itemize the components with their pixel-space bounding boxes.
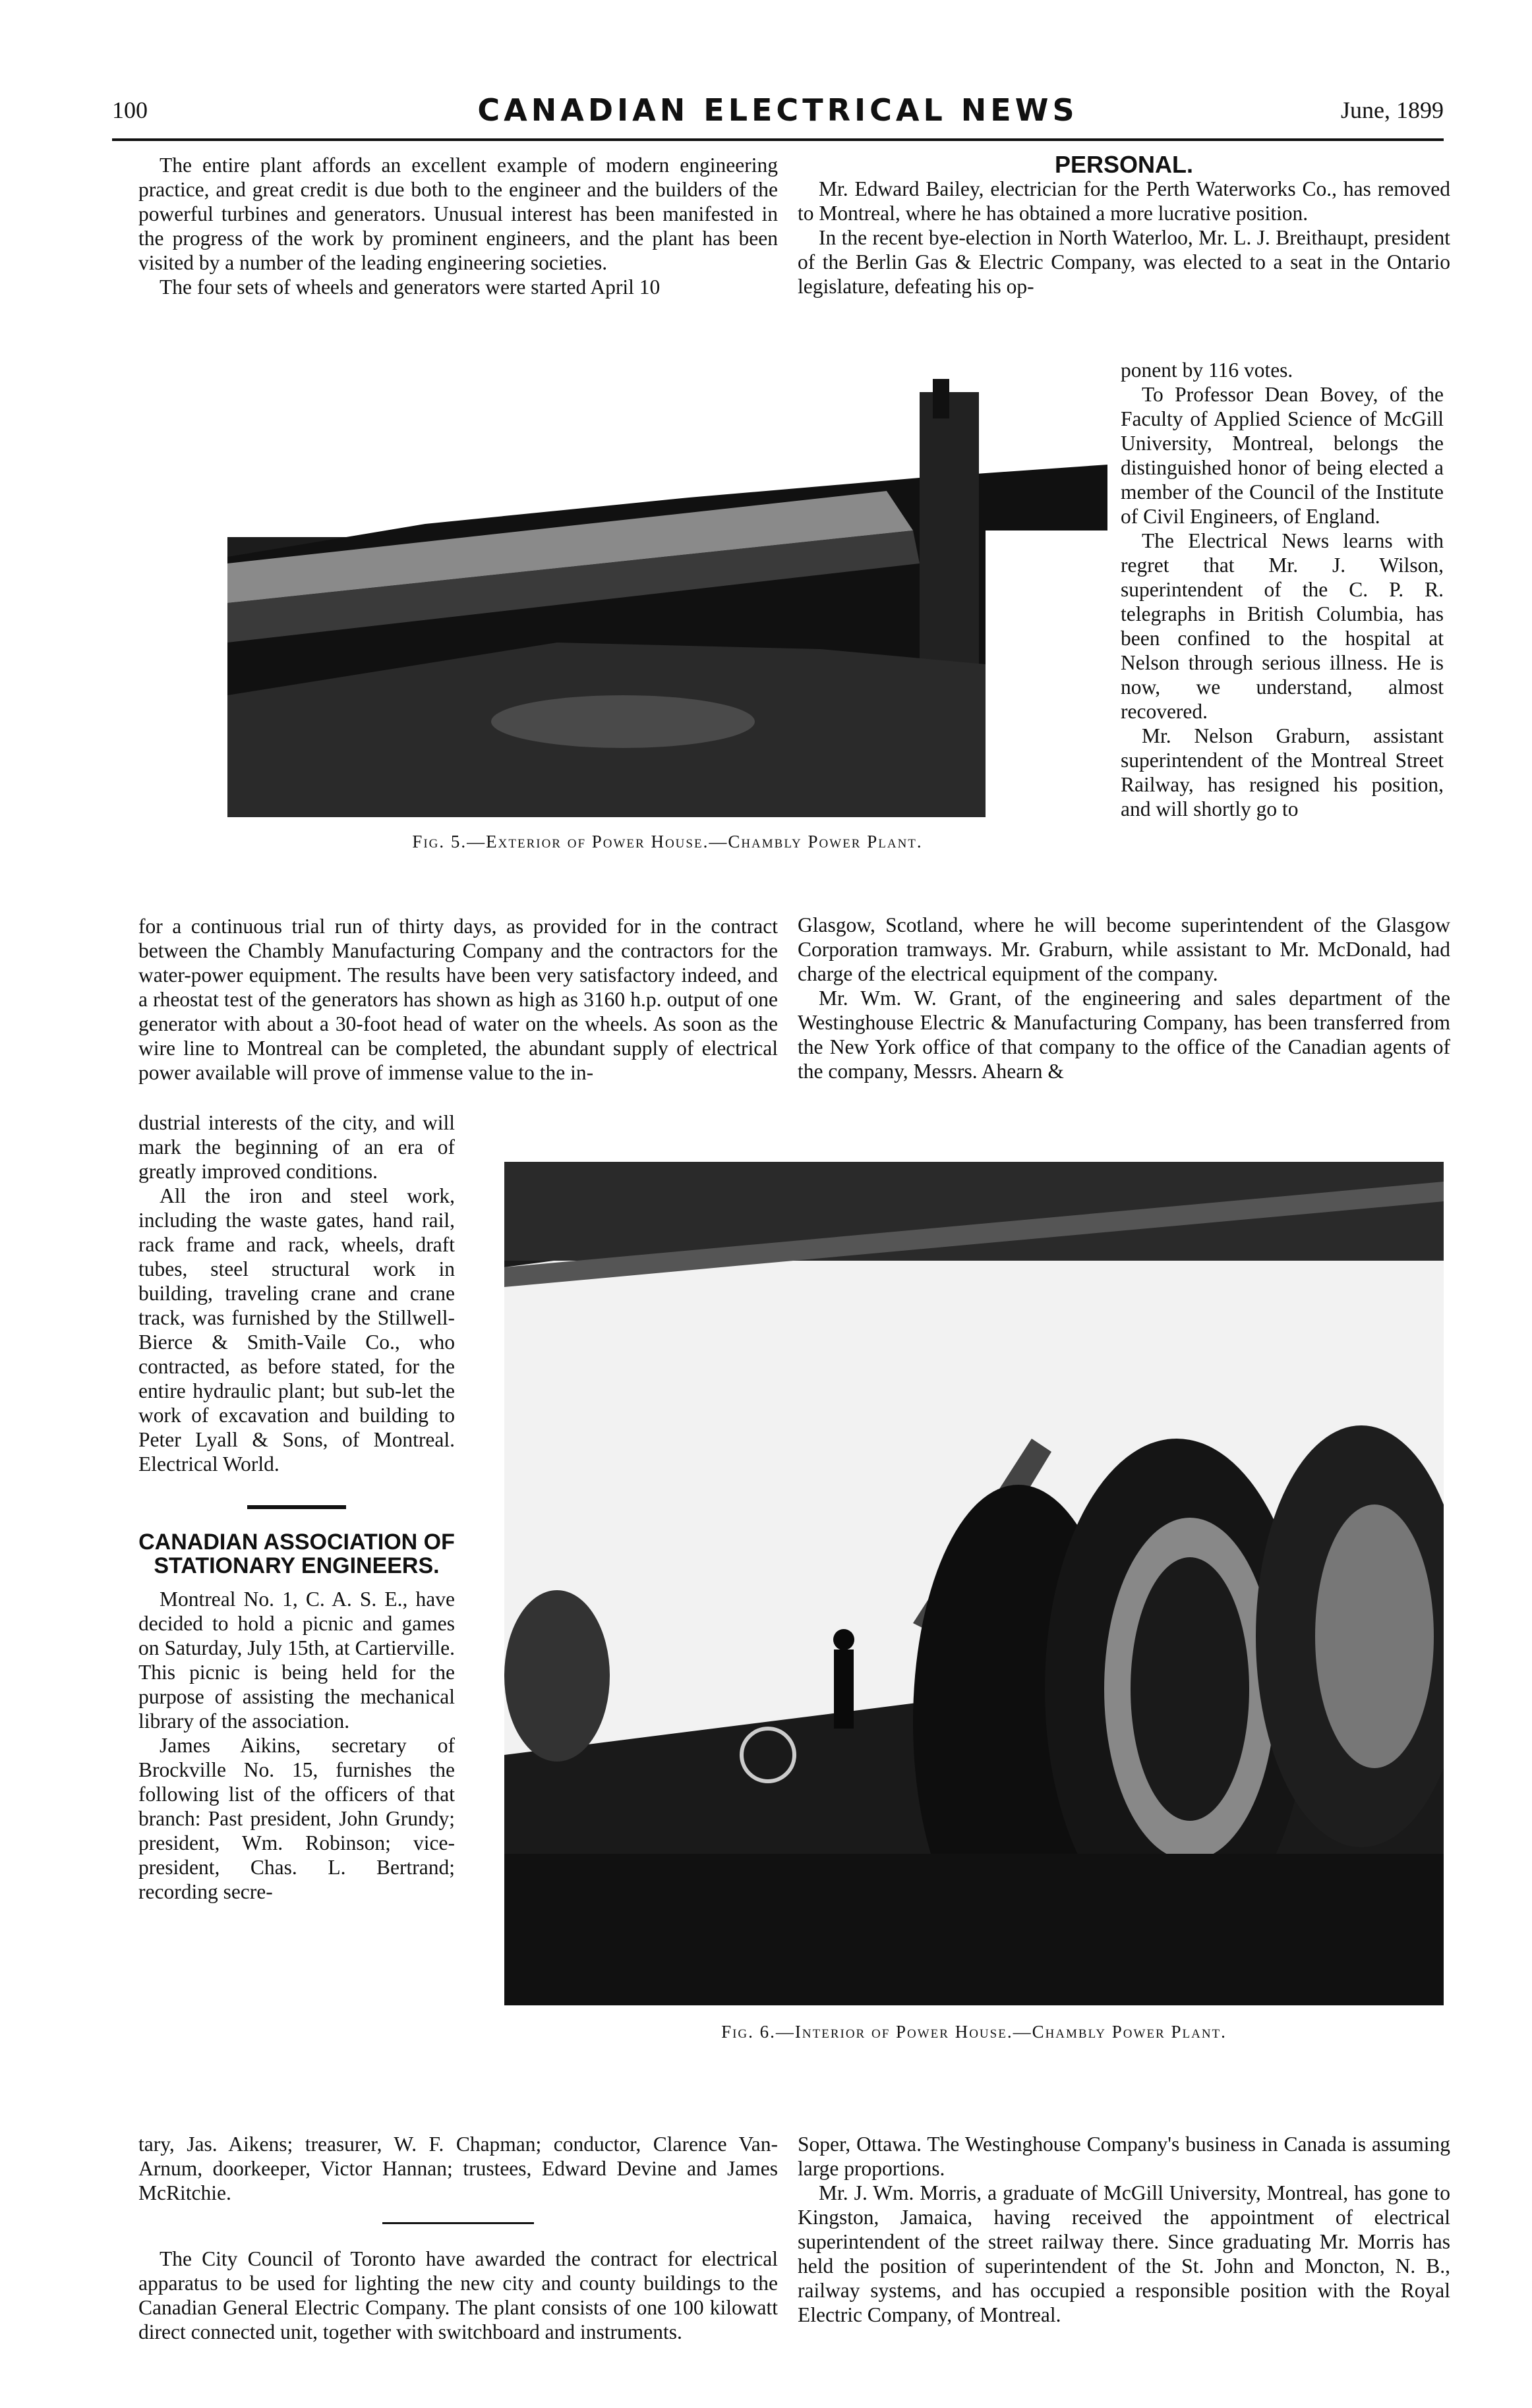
section-heading: CANADIAN ASSOCIATION OF STATIONARY ENGINEERS.	[138, 1530, 455, 1578]
paragraph: tary, Jas. Aikens; treasurer, W. F. Chapman; conductor, Clarence Van-Arnum, doorkeeper, Victor Hannan; trustees, Edward Devine and James McRitchie.	[138, 2133, 778, 2204]
right-mid-text	[798, 913, 1450, 1083]
paragraph: ponent by 116 votes.	[1121, 358, 1293, 382]
paragraph: Soper, Ottawa. The Westinghouse Company's business in Canada is assuming large proportions.	[798, 2133, 1450, 2180]
paragraph: Mr. Wm. W. Grant, of the engineering and sales department of the Westinghouse Electric & Manufacturing Company, has been transferred from the New York office of that company to the office of the Canadian agents of the company, Messrs. Ahearn &	[798, 987, 1450, 1083]
figure-6-caption: Fig. 6.—Interior of Power House.—Chambly Power Plant.	[721, 2022, 1227, 2042]
paragraph: James Aikins, secretary of Brockville No. 15, furnishes the following list of the officers of that branch: Past president, John Grundy; president, Wm. Robinson; vice-president, Chas. L. Bertrand; recording secre-	[138, 1734, 455, 1903]
masthead	[112, 92, 1444, 132]
paragraph: In the recent bye-election in North Waterloo, Mr. L. J. Breithaupt, president of the Berlin Gas & Electric Company, was elected to a seat in the Ontario legislature, defeating his op-	[798, 226, 1450, 298]
paragraph: Mr. J. Wm. Morris, a graduate of McGill University, Montreal, has gone to Kingston, Jamaica, having received the appointment of electrical superintendent of the street railway there. Since graduating Mr. Morris has held the position of superintendent of the St. John and Moncton, N. B., railway systems, and has occupied a responsible position with the Royal Electric Company, of Montreal.	[798, 2181, 1450, 2326]
interior-photo-illustration	[504, 1162, 1444, 2005]
left-narrow-column	[138, 1110, 455, 1904]
paragraph: To Professor Dean Bovey, of the Faculty of Applied Science of McGill University, Montreal, belongs the distinguished honor of being elected a member of the Council of the Institute of Civil Engineers, of England.	[1121, 383, 1444, 528]
paragraph: Glasgow, Scotland, where he will become superintendent of the Glasgow Corporation tramways. Mr. Graburn, while assistant to Mr. McDonald, had charge of the electrical equipment of the company.	[798, 913, 1450, 985]
left-top-text	[138, 153, 778, 299]
paragraph: Montreal No. 1, C. A. S. E., have decided to hold a picnic and games on Saturday, July 15th, at Cartierville. This picnic is being held for the purpose of assisting the mechanical library of the association.	[138, 1588, 455, 1733]
newspaper-title: CANADIAN ELECTRICAL NEWS	[477, 92, 1078, 128]
paragraph: All the iron and steel work, including the waste gates, hand rail, rack frame and rack, wheels, draft tubes, steel structural work in building, traveling crane and crane track, was furnished by the Stillwell-Bierce & Smith-Vaile Co., who contracted, as before stated, for the entire hydraulic plant; but sub-let the work of excavation and building to Peter Lyall & Sons, of Montreal. Electrical World.	[138, 1184, 455, 1476]
paragraph: dustrial interests of the city, and will mark the beginning of an era of greatly improved conditions.	[138, 1111, 455, 1183]
paragraph: The entire plant affords an excellent example of modern engineering practice, and great credit is due both to the engineer and the builders of the powerful turbines and generators. Unusual interest has been manifested in the progress of the work by prominent engineers, and the plant has been visited by a number of the leading engineering societies.	[138, 154, 778, 274]
section-divider	[247, 1505, 346, 1509]
section-divider	[382, 2222, 534, 2224]
right-bottom-text	[798, 2132, 1450, 2327]
personal-heading: PERSONAL.	[1054, 151, 1194, 178]
paragraph: for a continuous trial run of thirty days, as provided for in the contract between the Chambly Manufacturing Company and the contractors for the water-power equipment. The results have been very satisfactory indeed, and a rheostat test of the generators has shown as high as 3160 h.p. output of one generator with about a 30-foot head of water on the wheels. As soon as the wire line to Montreal can be completed, the abundant supply of electrical power available will prove of immense value to the in-	[138, 915, 778, 1084]
left-bottom-text	[138, 2132, 778, 2344]
paragraph: The Electrical News learns with regret that Mr. J. Wilson, superintendent of the C. P. R. telegraphs in British Columbia, has been confined to the hospital at Nelson through serious illness. He is now, we understand, almost recovered.	[1121, 529, 1444, 723]
paragraph: The City Council of Toronto have awarded the contract for electrical apparatus to be used for lighting the new city and county buildings to the Canadian General Electric Company. The plant consists of one 100 kilowatt direct connected unit, together with switchboard and instruments.	[138, 2247, 778, 2343]
page-number: 100	[112, 97, 148, 123]
paragraph: Mr. Edward Bailey, electrician for the Perth Waterworks Co., has removed to Montreal, where he has obtained a more lucrative position.	[798, 177, 1450, 225]
masthead-rule	[112, 138, 1444, 141]
left-mid-text	[138, 914, 778, 1085]
power-house-exterior-photo	[227, 366, 1107, 817]
issue-date: June, 1899	[1341, 97, 1444, 123]
right-top-text	[798, 153, 1450, 299]
paragraph: The four sets of wheels and generators were started April 10	[160, 275, 661, 299]
paragraph: Mr. Nelson Graburn, assistant superintendent of the Montreal Street Railway, has resigned his position, and will shortly go to	[1121, 724, 1444, 820]
right-narrow-column	[1121, 358, 1444, 821]
exterior-photo-illustration	[227, 366, 1107, 817]
power-house-interior-photo	[504, 1162, 1444, 2005]
figure-5-caption: Fig. 5.—Exterior of Power House.—Chambly Power Plant.	[412, 832, 923, 851]
